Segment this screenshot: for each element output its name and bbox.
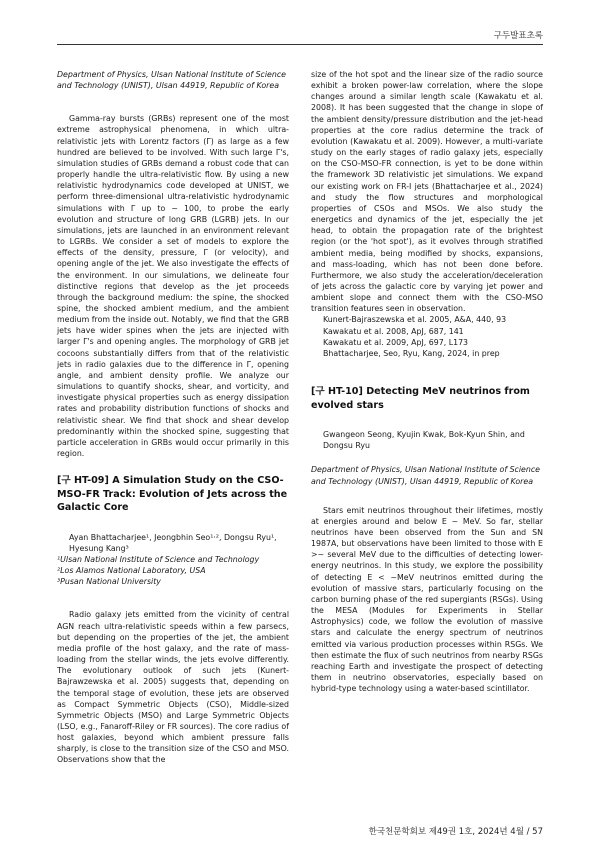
right-column [311, 69, 543, 694]
ht10-title: [구 HT-10] Detecting MeV neutrinos from evolved stars [311, 386, 530, 411]
ht09-affiliations [57, 554, 289, 587]
left-column [57, 69, 289, 766]
reference-item: Kunert-Bajraszewska et al. 2005, A&A, 440, 93 [323, 315, 507, 325]
header-rule [57, 44, 543, 45]
ht10-abstract: Stars emit neutrinos throughout their lifetimes, mostly at energies around and below E ~ MeV. So far, stellar neutrinos have been observed from the Sun and SN 1987A, but observations have been limited to those with E >~ several MeV due to the difficulties of detecting lower-energy neutrinos. In this study, we explore the possibility of detecting E < ~MeV neutrinos emitted during the evolution of massive stars, particularly focusing on the carbon burning phase of the red supergiants (RSGs). Using the MESA (Modules for Experiments in Stellar Astrophysics) code, we follow the evolution of massive stars and calculate the energy spectrum of neutrinos emitted via various production processes within RSGs. We then estimate the flux of such neutrinos from nearby RSGs reaching Earth and investigate the prospect of detecting them in neutrino observatories, especially based on hybrid-type technology using a water-based scintillator. [311, 505, 543, 694]
ht09-title: [구 HT-09] A Simulation Study on the CSO-MSO-FR Track: Evolution of Jets across the Galactic Core [57, 475, 288, 514]
reference-item: Kawakatu et al. 2009, ApJ, 697, L173 [323, 337, 469, 347]
ht09-affiliation-3: ³Pusan National University [57, 577, 161, 587]
reference-item: Bhattacharjee, Seo, Ryu, Kang, 2024, in prep [323, 348, 500, 358]
ht09-references [311, 314, 543, 359]
ht09-abstract-continued: size of the hot spot and the linear size of the radio source exhibit a broken power-law correlation, where the slope changes around a similar length scale (Kawakatu et al. 2008). It has been suggested that the change in slope of the ambient density/pressure distribution and the jet-head properties at the core radius determine the track of evolution (Kawakatu et al. 2009). However, a multi-variate study on the early stages of radio galaxy jets, especially on the CSO-MSO-FR connection, is yet to be done within the framework 3D relativistic jet simulations. We expand our existing work on FR-I jets (Bhattacharjee et al., 2024) and study the flow structures and morphological properties of CSOs and MSOs. We also study the energetics and dynamics of the jet, especially the jet head, to obtain the propagation rate of the brightest region (or the 'hot spot'), as it evolves through stratified ambient media, being modified by shocks, expansions, and mass-loading, which has not been done before. Furthermore, we also study the acceleration/deceleration of jets across the galactic core by varying jet power and ambient slope and connect them with the CSO-MSO transition features seen in observation. [311, 70, 543, 314]
ht10-affiliation: Department of Physics, Ulsan National Institute of Science and Technology (UNIST), Ulsan 44919, Republic of Korea [311, 465, 540, 486]
ht08-affiliation: Department of Physics, Ulsan National Institute of Science and Technology (UNIST), Ulsan 44919, Republic of Korea [57, 70, 286, 91]
reference-item: Kawakatu et al. 2008, ApJ, 687, 141 [323, 326, 464, 336]
ht08-abstract: Gamma-ray bursts (GRBs) represent one of the most extreme astrophysical phenomena, in which ultra-relativistic jets with Lorentz factors (Γ) as large as a few hundred are believed to be involved. With such large Γ's, simulation studies of GRBs demand a robust code that can properly handle the ultra-relativistic flow. By using a new relativistic hydrodynamics code developed at UNIST, we perform three-dimensional ultra-relativistic hydrodynamic simulations with Γ up to ~ 100, to probe the early evolution and structure of long GRB (LGRB) jets. In our simulations, jets are launched in an environment relevant to LGRBs. We consider a set of models to explore the effects of the density, pressure, Γ (or velocity), and opening angle of the jet. We also investigate the effects of the environment. In our simulations, we delineate four distinctive regions that develop as the jet proceeds through the background medium: the spine, the shocked spine, the shocked ambient medium, and the ambient medium from the inside out. Notably, we find that the GRB jets have wider spines when the jets are injected with larger Γ's and opening angles. The morphology of GRB jet cocoons substantially differs from that of the relativistic jets in radio galaxies due to the difference in Γ, opening angle, and ambient density profile. We analyze our simulations to quantify shocks, shear, and vorticity, and investigate physical properties such as energy dissipation rates and probability distribution functions of shocks and relativistic shear. We find that shock and shear develop predominantly within the shocked spine, suggesting that particle acceleration in GRBs would occur primarily in this region. [57, 114, 289, 458]
ht09-affiliation-1: ¹Ulsan National Institute of Science and Technology [57, 554, 260, 564]
ht10-authors: Gwangeon Seong, Kyujin Kwak, Bok-Kyun Shin, and Dongsu Ryu [323, 430, 525, 451]
ht09-affiliation-2: ²Los Alamos National Laboratory, USA [57, 566, 206, 576]
ht09-abstract-part1: Radio galaxy jets emitted from the vicinity of central AGN reach ultra-relativistic speeds within a few parsecs, but depending on the properties of the jet, the ambient media profile of the host galaxy, and the rate of mass-loading from the stellar winds, the jets evolve differently. The evolutionary outlook of such jets (Kunert-Bajrawzewska et al. 2005) suggests that, depending on the temporal stage of evolution, these jets are observed as Compact Symmetric Objects (CSO), Middle-sized Symmetric Objects (MSO) and Large Symmetric Objects (LSO, e.g., Fanaroff-Riley or FR sources). The core radius of host galaxies, beyond which ambient pressure falls sharply, is close to the transition size of the CSO and MSO. Observations show that the [57, 610, 289, 765]
page-footer: 한국천문학회보 제49권 1호, 2024년 4월 / 57 [368, 827, 543, 837]
running-header: 구두발표초록 [493, 31, 543, 41]
ht09-authors-line1: Ayan Bhattacharjee¹, Jeongbhin Seo¹·², Dongsu Ryu¹, [69, 532, 277, 542]
ht09-authors-line2: Hyesung Kang³ [69, 543, 129, 553]
